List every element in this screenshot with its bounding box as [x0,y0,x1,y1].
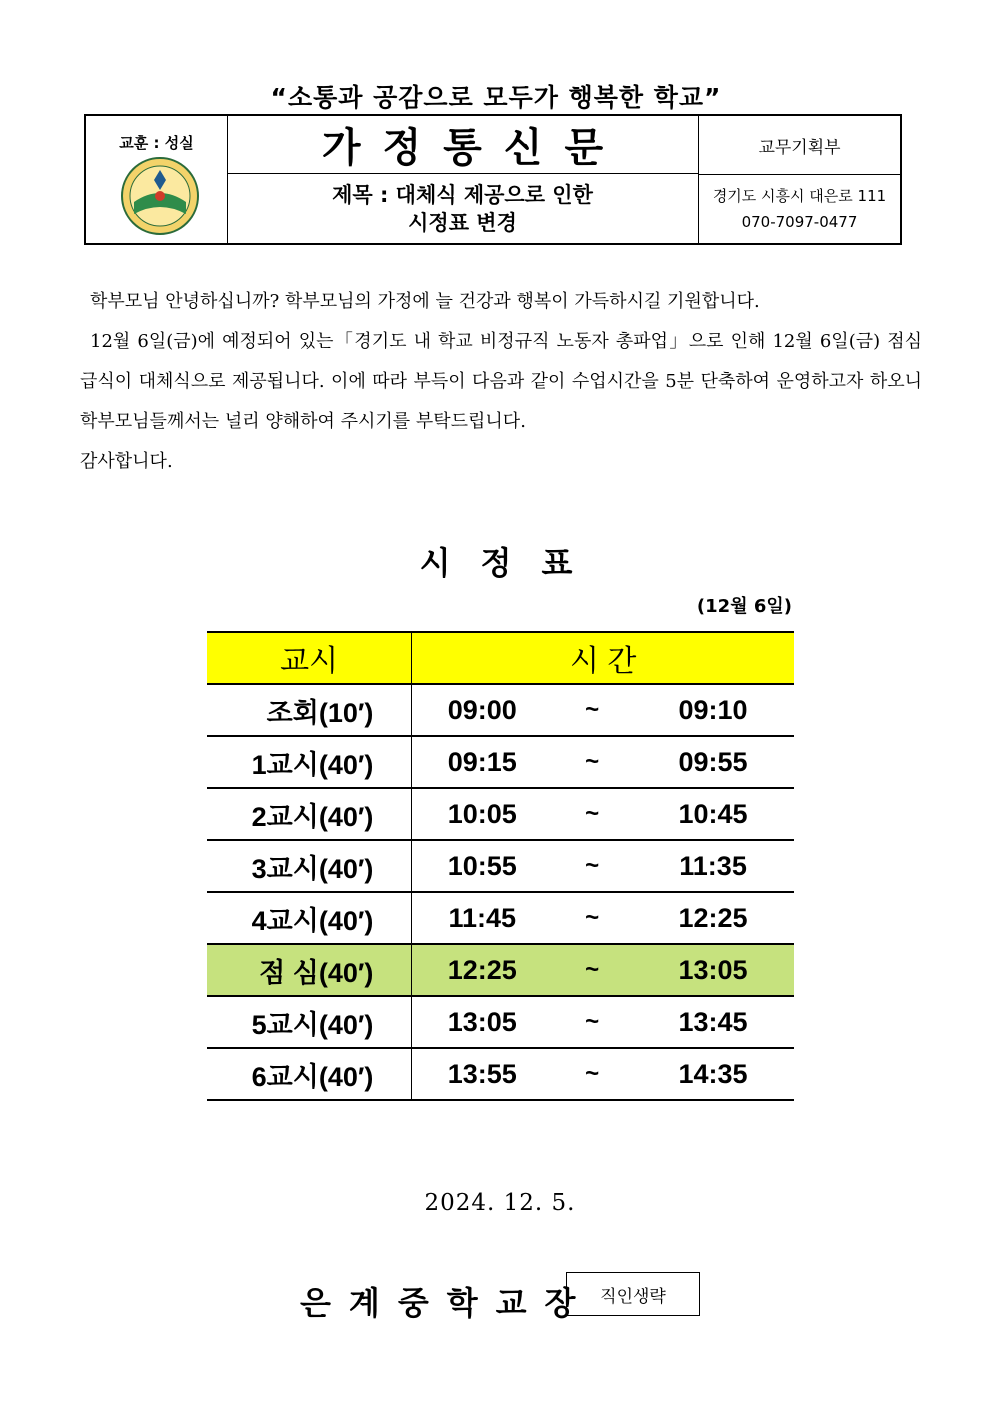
thanks-paragraph: 감사합니다. [80,451,173,472]
schedule-row [207,1048,794,1100]
schedule-rows [207,684,794,1100]
end-time-cell: 12:25 [632,892,794,944]
schedule-row [207,996,794,1048]
letter-header [84,114,902,245]
start-time-cell: 12:25 [412,944,552,996]
period-cell: 5교시(40′) [207,996,412,1048]
schedule-title: 시정표 [419,544,603,582]
start-time-cell: 10:55 [412,840,552,892]
end-time-cell: 13:45 [632,996,794,1048]
department-cell [699,116,900,243]
schedule-row [207,788,794,840]
period-column-header: 교시 [207,632,412,684]
end-time-cell: 14:35 [632,1048,794,1100]
period-cell: 조회(10′) [207,684,412,736]
start-time-cell: 13:55 [412,1048,552,1100]
range-separator: ~ [552,1048,632,1100]
period-cell: 2교시(40′) [207,788,412,840]
range-separator: ~ [552,944,632,996]
end-time-cell: 13:05 [632,944,794,996]
end-time-cell: 10:45 [632,788,794,840]
range-separator: ~ [552,892,632,944]
period-cell: 1교시(40′) [207,736,412,788]
school-address: 경기도 시흥시 대은로 111 [712,187,887,205]
document-title: 가정통신문 [227,116,698,174]
letter-date: 2024. 12. 5. [424,1190,576,1216]
schedule-row [207,736,794,788]
start-time-cell: 09:15 [412,736,552,788]
seal-omitted-box: 직인생략 [566,1272,700,1316]
school-phone: 070-7097-0477 [741,213,858,231]
school-emblem-icon [118,156,202,236]
schedule-row [207,840,794,892]
department-name: 교무기획부 [699,116,900,175]
principal-name: 은계중학교장 [300,1284,594,1322]
period-cell: 3교시(40′) [207,840,412,892]
period-cell: 6교시(40′) [207,1048,412,1100]
schedule-row [207,684,794,736]
start-time-cell: 13:05 [412,996,552,1048]
schedule-row [207,892,794,944]
range-separator: ~ [552,788,632,840]
subject-block [227,175,698,243]
period-cell: 점 심(40′) [207,944,412,996]
start-time-cell: 10:05 [412,788,552,840]
schedule-table [207,631,794,1101]
contact-block [699,175,900,243]
schedule-date-note: (12월 6일) [696,596,792,617]
range-separator: ~ [552,684,632,736]
subject-line-1: 제목 : 대체식 제공으로 인한 [332,183,593,207]
end-time-cell: 11:35 [632,840,794,892]
time-column-header: 시 간 [412,632,794,684]
range-separator: ~ [552,840,632,892]
subject-line-2: 시정표 변경 [408,211,517,235]
start-time-cell: 09:00 [412,684,552,736]
range-separator: ~ [552,996,632,1048]
notice-paragraph: 12월 6일(금)에 예정되어 있는「경기도 내 학교 비정규직 노동자 총파업」으로 인해 12월 6일(금) 점심 급식이 대체식으로 제공됩니다. 이에 따라 부득이 다음과 같이 수업시간을 5분 단축하여 운영하고자 하오니 학부모님들께서는 널리 양해하여 주시기를 부탁드립니다. [80,331,922,432]
school-motto-label: 교훈 : 성실 [119,134,194,152]
end-time-cell: 09:10 [632,684,794,736]
letter-body [80,282,922,482]
range-separator: ~ [552,736,632,788]
end-time-cell: 09:55 [632,736,794,788]
greeting-paragraph: 학부모님 안녕하십니까? 학부모님의 가정에 늘 건강과 행복이 가득하시길 기원합니다. [90,291,760,312]
schedule-header-row [207,632,794,684]
school-emblem-cell [86,116,228,243]
period-cell: 4교시(40′) [207,892,412,944]
school-motto-banner: “소통과 공감으로 모두가 행복한 학교” [270,83,722,112]
schedule-row [207,944,794,996]
title-cell [227,116,699,243]
start-time-cell: 11:45 [412,892,552,944]
